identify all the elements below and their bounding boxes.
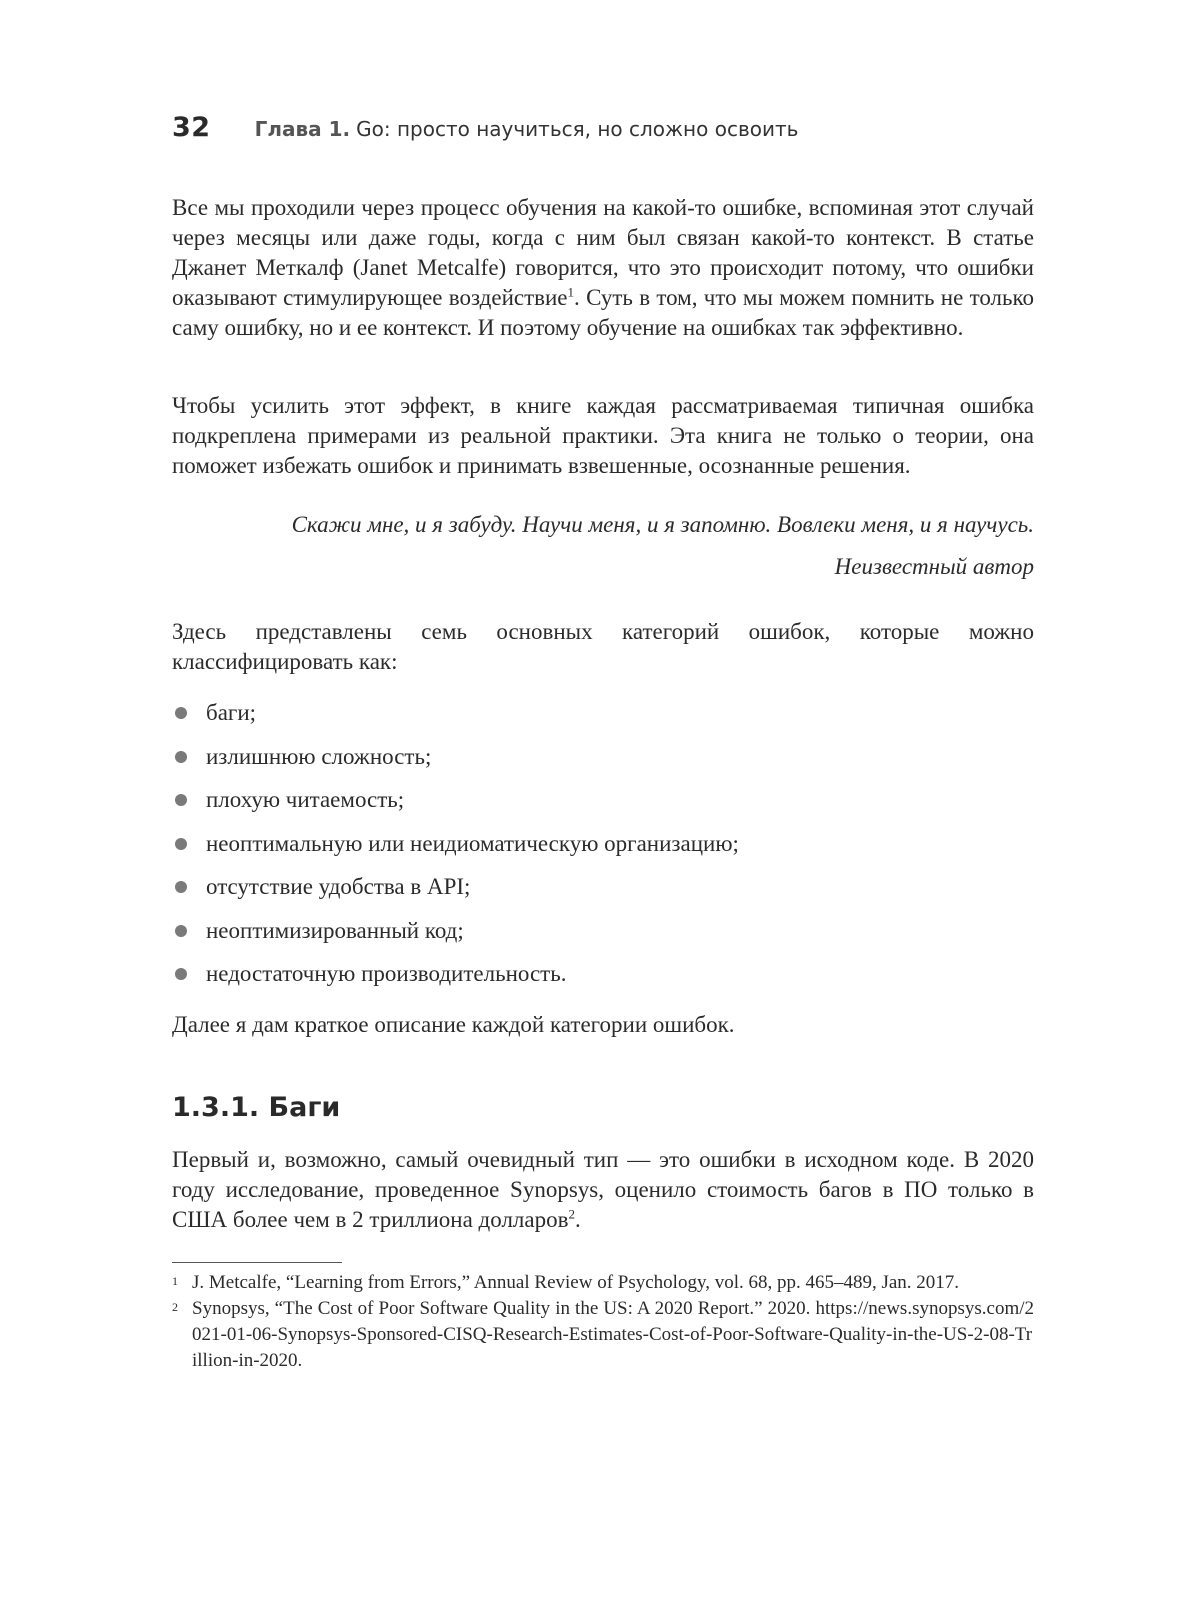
categories-list — [172, 698, 1034, 1003]
list-item-text: неоптимизированный код; — [206, 917, 464, 943]
paragraph-text: Первый и, возможно, самый очевидный тип — это ошибки в исходном коде. В 2020 году исследование, проведенное Synopsys, оценило стоимость багов в ПО только в США более чем в 2 триллиона долларов — [172, 1147, 1034, 1232]
epigraph-quote: Скажи мне, и я забуду. Научи меня, и я запомню. Вовлеки меня, и я научусь. — [291, 512, 1034, 537]
bullet-icon — [175, 707, 187, 719]
bullet-icon — [175, 794, 187, 806]
footnote-ref-1[interactable]: 1 — [567, 284, 575, 300]
list-item — [172, 829, 1034, 873]
paragraph-real-practice: Чтобы усилить этот эффект, в книге каждая рассматриваемая типичная ошибка подкреплена примерами из реальной практики. Эта книга не только о теории, она поможет избежать ошибок и принимать взвешенные, осознанные решения. — [172, 393, 1034, 478]
list-item — [172, 959, 1034, 1003]
paragraph-text: Все мы проходили через процесс обучения на какой-то ошибке, вспоминая этот случай через месяцы или даже годы, когда с ним был связан какой-то контекст. В статье Джанет Меткалф (Janet Metcalfe) говорится, что это происходит потому, что ошибки оказывают стимулирующее воздействие — [172, 195, 1034, 310]
paragraph-categories-intro: Здесь представлены семь основных категорий ошибок, которые можно классифицировать как: — [172, 619, 1034, 674]
paragraph-bugs — [172, 1145, 1034, 1235]
list-item-text: недостаточную производительность. — [206, 961, 567, 986]
footnote-ref-2[interactable]: 2 — [568, 1206, 575, 1222]
bullet-icon — [175, 838, 187, 850]
footnote-divider — [172, 1262, 342, 1263]
list-item-text: плохую читаемость; — [206, 787, 405, 812]
epigraph — [172, 510, 1034, 594]
list-item-text: отсутствие удобства в API; — [206, 874, 471, 899]
list-item — [172, 742, 1034, 786]
bullet-icon — [175, 968, 187, 980]
footnote-text: J. Metcalfe, “Learning from Errors,” Annual Review of Psychology, vol. 68, pp. 465–489, Jan. 2017. — [192, 1272, 960, 1293]
paragraph-text-end: . Суть в том, что мы можем помнить не только саму ошибку, но и ее контекст. И поэтому обучение на ошибках так эффективно. — [172, 285, 1035, 340]
list-item — [172, 785, 1034, 829]
chapter-label: Глава 1. — [254, 117, 351, 141]
list-item-text: баги; — [206, 700, 257, 725]
paragraph-errors-learning — [172, 193, 1034, 343]
page-number: 32 — [172, 112, 211, 143]
paragraph-categories-outro: Далее я дам краткое описание каждой категории ошибок. — [172, 1012, 735, 1037]
chapter-title: Go: просто научиться, но сложно освоить — [356, 117, 799, 141]
bullet-icon — [175, 751, 187, 763]
footnote-2 — [172, 1296, 1034, 1374]
footnote-mark: 2 — [172, 1300, 178, 1314]
footnote-text[interactable]: Synopsys, “The Cost of Poor Software Quality in the US: A 2020 Report.” 2020. https://news.synopsys.com/2021-01-06-Synopsys-Sponsored-CISQ-Research-Estimates-Cost-of-Poor-Software-Quality-in-the-US-2-08-Trillion-in-2020. — [192, 1298, 1034, 1371]
list-item — [172, 872, 1034, 916]
running-header — [172, 112, 798, 152]
list-item-text: неоптимальную или неидиоматическую организацию; — [206, 830, 739, 856]
section-heading: 1.3.1. Баги — [172, 1092, 341, 1123]
paragraph-text-end: . — [574, 1207, 581, 1232]
list-item — [172, 916, 1034, 960]
list-item-text: излишнюю сложность; — [206, 743, 432, 769]
epigraph-author: Неизвестный автор — [834, 554, 1034, 579]
list-item — [172, 698, 1034, 742]
footnote-mark: 1 — [172, 1274, 178, 1288]
bullet-icon — [175, 881, 187, 893]
footnote-1 — [172, 1270, 1034, 1296]
footnotes — [172, 1270, 1034, 1374]
bullet-icon — [175, 925, 187, 937]
